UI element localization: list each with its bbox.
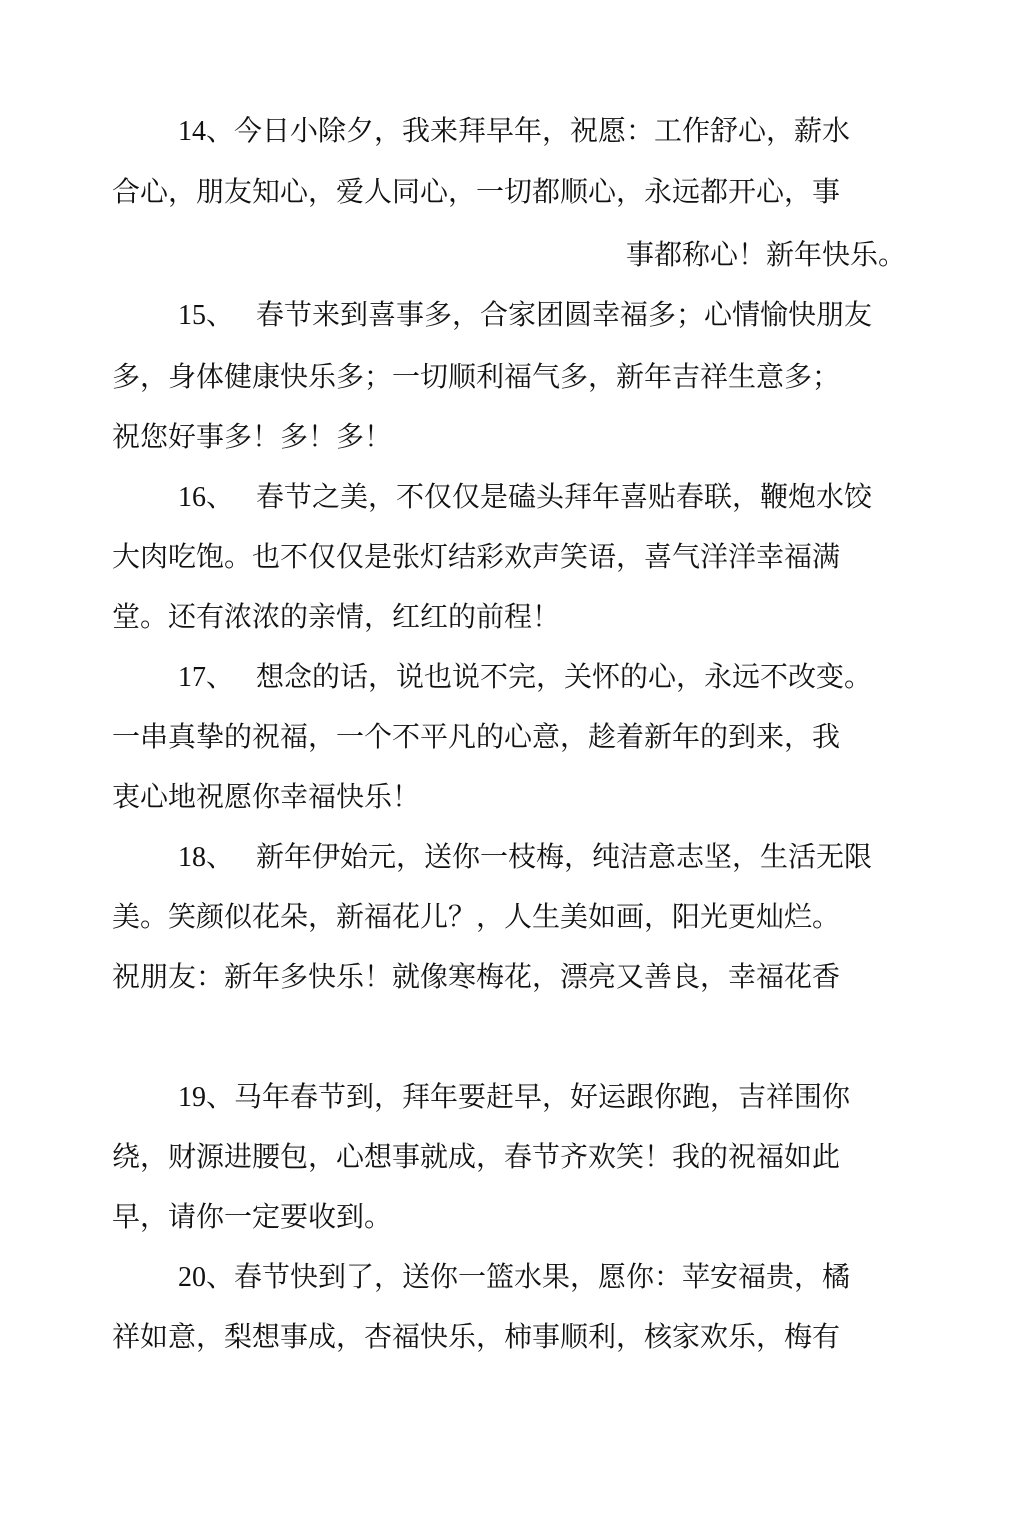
item-19-line-1 — [178, 1080, 850, 1115]
item-18-line-2: 美。笑颜似花朵，新福花儿？，人生美如画，阳光更灿烂。 — [112, 900, 841, 933]
item-text: 想念的话，说也说不完，关怀的心，永远不改变。 — [256, 660, 873, 693]
item-17-line-1 — [178, 660, 872, 695]
item-14-line-3: 事都称心！新年快乐。 — [626, 238, 907, 271]
item-number: 16、 — [178, 482, 235, 513]
item-16-line-2: 大肉吃饱。也不仅仅是张灯结彩欢声笑语，喜气洋洋幸福满 — [112, 540, 841, 573]
item-17-line-3: 衷心地祝愿你幸福快乐！ — [112, 780, 421, 813]
item-text: 新年伊始元，送你一枝梅，纯洁意志坚，生活无限 — [256, 840, 873, 873]
item-text: 今日小除夕，我来拜早年，祝愿：工作舒心，薪水 — [234, 114, 851, 147]
item-number: 20、 — [178, 1262, 235, 1293]
item-15-line-1 — [178, 298, 872, 333]
item-text: 春节之美，不仅仅是磕头拜年喜贴春联，鞭炮水饺 — [256, 480, 873, 513]
item-17-line-2: 一串真挚的祝福，一个不平凡的心意，趁着新年的到来，我 — [112, 720, 841, 753]
item-20-line-1 — [178, 1260, 850, 1295]
item-number: 19、 — [178, 1082, 235, 1113]
item-text: 春节来到喜事多，合家团圆幸福多；心情愉快朋友 — [256, 298, 873, 331]
item-16-line-1 — [178, 480, 872, 515]
item-18-line-1 — [178, 840, 872, 875]
item-number: 15、 — [178, 300, 235, 331]
item-19-line-3: 早，请你一定要收到。 — [112, 1200, 393, 1233]
item-15-line-2: 多，身体健康快乐多；一切顺利福气多，新年吉祥生意多； — [112, 360, 841, 393]
item-number: 17、 — [178, 662, 235, 693]
item-14-line-2: 合心，朋友知心，爱人同心，一切都顺心，永远都开心，事 — [112, 175, 841, 208]
item-16-line-3: 堂。还有浓浓的亲情，红红的前程！ — [112, 600, 561, 633]
item-20-line-2: 祥如意，梨想事成，杏福快乐，柿事顺利，核家欢乐，梅有 — [112, 1320, 841, 1353]
item-15-line-3: 祝您好事多！多！多！ — [112, 420, 393, 453]
item-14-line-1 — [178, 114, 850, 149]
item-18-line-3: 祝朋友：新年多快乐！就像寒梅花，漂亮又善良，幸福花香 — [112, 960, 841, 993]
item-number: 18、 — [178, 842, 235, 873]
item-number: 14、 — [178, 116, 235, 147]
item-text: 春节快到了，送你一篮水果，愿你：苹安福贵，橘 — [234, 1260, 851, 1293]
item-text: 马年春节到，拜年要赶早，好运跟你跑，吉祥围你 — [234, 1080, 851, 1113]
item-19-line-2: 绕，财源进腰包，心想事就成，春节齐欢笑！我的祝福如此 — [112, 1140, 841, 1173]
